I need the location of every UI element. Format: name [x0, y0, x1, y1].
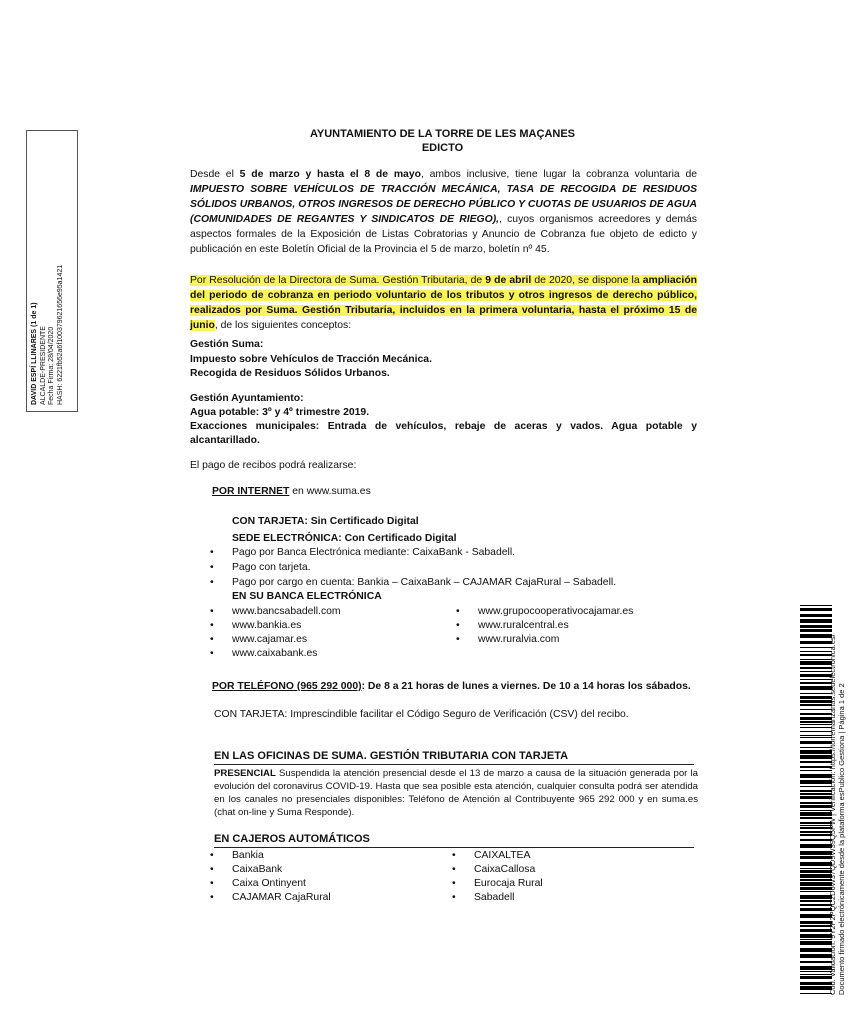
banca-link[interactable]: • www.ruralvia.com [456, 634, 559, 645]
internet-sede: SEDE ELECTRÓNICA: Con Certificado Digital [232, 533, 457, 544]
p2-text-e: , de los siguientes conceptos: [214, 320, 352, 331]
oficinas-heading: EN LAS OFICINAS DE SUMA. GESTIÓN TRIBUTARIA CON TARJETA [214, 750, 694, 765]
telefono-label: POR TELÉFONO (965 292 000) [212, 681, 362, 692]
doc-title: AYUNTAMIENTO DE LA TORRE DE LES MAÇANES [309, 128, 576, 140]
internet-line [212, 486, 371, 497]
banca-heading: EN SU BANCA ELECTRÓNICA [232, 591, 382, 602]
p1-text-c: , ambos inclusive, tiene lugar la cobranza voluntaria de [420, 169, 698, 180]
banca-link[interactable]: • www.bancsabadell.com [210, 606, 341, 617]
p2-text-a: Por Resolución de la Directora de Suma. Gestión Tributaria, de [190, 275, 486, 286]
gestion-suma-heading: Gestión Suma: [190, 339, 264, 350]
banca-link[interactable]: • www.cajamar.es [210, 634, 307, 645]
stamp-date: Fecha Firma: 28/04/2020 [48, 326, 55, 405]
cajero-item: • CaixaCallosa [452, 864, 535, 875]
cajero-item: • CAJAMAR CajaRural [210, 892, 331, 903]
presencial-text: Suspendida la atención presencial desde el 13 de marzo a causa de la situación generada por la evolución del coronavirus COVID-19. Hasta que sea posible esta atención, cualquier consulta podrá ser atendida en los canales no presenciales disponibles: Teléfono de Atención al Contribuyente 965 292 000 y en suma.es (chat on-line y Suma Responde). [214, 768, 698, 818]
telefono-tarjeta: CON TARJETA: Imprescindible facilitar el Código Seguro de Verificación (CSV) del recibo. [214, 709, 629, 720]
banca-link[interactable]: • www.caixabank.es [210, 648, 317, 659]
sede-item: • Pago por Banca Electrónica mediante: CaixaBank - Sabadell. [210, 547, 515, 558]
internet-label: POR INTERNET [212, 486, 290, 497]
sede-item: • Pago por cargo en cuenta: Bankia – CaixaBank – CAJAMAR CajaRural – Sabadell. [210, 577, 616, 588]
p1-text-a: Desde el [190, 169, 240, 180]
internet-tarjeta: CON TARJETA: Sin Certificado Digital [232, 516, 419, 527]
validation-line: Cód. Validación: 9Y2P2PQC2D6W37QD9W39Q5PW | Verificación: https://torremanzanas.sedelectronica.es/ [828, 634, 837, 995]
stamp-role: ALCALDE-PRESIDENTE [39, 326, 47, 405]
banca-link[interactable]: • www.ruralcentral.es [456, 620, 569, 631]
gestion-ayto-line1: Agua potable: 3º y 4º trimestre 2019. [190, 407, 370, 418]
p1-taxes: IMPUESTO SOBRE VEHÍCULOS DE TRACCIÓN MECÁNICA, TASA DE RECOGIDA DE RESIDUOS SÓLIDOS URBANOS, OTROS INGRESOS DE DERECHO PÚBLICO Y CUOTAS DE USUARIOS DE AGUA (COMUNIDADES DE REGANTES Y SINDICATOS DE RIEGO), [190, 184, 697, 225]
p1-text-e: , cuyos organismos acreedores y demás aspectos formales de la Exposición de Listas Cobratorias y Anuncio de Cobranza fue objeto de edicto y publicación en este Boletín Oficial de la Provincia el 5 de marzo, boletín nº 45. [190, 214, 697, 255]
gestion-ayto-heading: Gestión Ayuntamiento: [190, 393, 304, 404]
cajero-item: • Bankia [210, 850, 264, 861]
cajero-item: • CAIXALTEA [452, 850, 530, 861]
p2-date: 9 de abril [485, 275, 532, 286]
presencial-label: PRESENCIAL [214, 768, 276, 779]
p2-text-c: de 2020, se dispone la [531, 275, 643, 286]
stamp-hash: HASH: 6221fb52a6f100379621656e95a1421 [56, 264, 64, 405]
telefono-block [212, 680, 698, 694]
signature-stamp-text [27, 131, 77, 411]
validation-side-text [828, 595, 858, 995]
banca-link[interactable]: • www.bankia.es [210, 620, 301, 631]
telefono-hours: : De 8 a 21 horas de lunes a viernes. De 10 a 14 horas los sábados. [361, 681, 691, 692]
banca-link[interactable]: • www.grupocooperativocajamar.es [456, 606, 633, 617]
paragraph-ampliacion [190, 273, 697, 333]
p1-dates: 5 de marzo y hasta el 8 de mayo [239, 169, 421, 180]
validation-line: Documento firmado electrónicamente desde la plataforma esPublico Gestiona | Página 1 de 2 [837, 683, 846, 995]
doc-subtitle: EDICTO [421, 142, 464, 154]
gestion-ayto-line2: Exacciones municipales: Entrada de vehículos, rebaje de aceras y vados. Agua potable y alcantarillado. [190, 421, 697, 446]
internet-url[interactable]: en www.suma.es [289, 486, 371, 497]
cajero-item: • Eurocaja Rural [452, 878, 543, 889]
paragraph-cobranza [190, 167, 697, 257]
pago-intro: El pago de recibos podrá realizarse: [190, 460, 357, 471]
gestion-suma-line2: Recogida de Residuos Sólidos Urbanos. [190, 368, 390, 379]
stamp-signer: DAVID ESPÍ LLINARES (1 de 1) [31, 302, 38, 405]
p2-ampliacion: ampliación del periodo de cobranza en periodo voluntario de los tributos y otros ingresos de derecho público, realizados por Suma. Gestión Tributaria, incluidos en la primera voluntaria, hasta el próximo 15 de junio [190, 275, 698, 331]
sede-item: • Pago con tarjeta. [210, 562, 311, 573]
cajero-item: • CaixaBank [210, 864, 282, 875]
gestion-suma-line1: Impuesto sobre Vehículos de Tracción Mecánica. [190, 354, 432, 365]
cajeros-heading: EN CAJEROS AUTOMÁTICOS [214, 833, 694, 848]
oficinas-text [214, 767, 698, 819]
signature-stamp [26, 130, 78, 412]
cajero-item: • Caixa Ontinyent [210, 878, 306, 889]
cajero-item: • Sabadell [452, 892, 514, 903]
